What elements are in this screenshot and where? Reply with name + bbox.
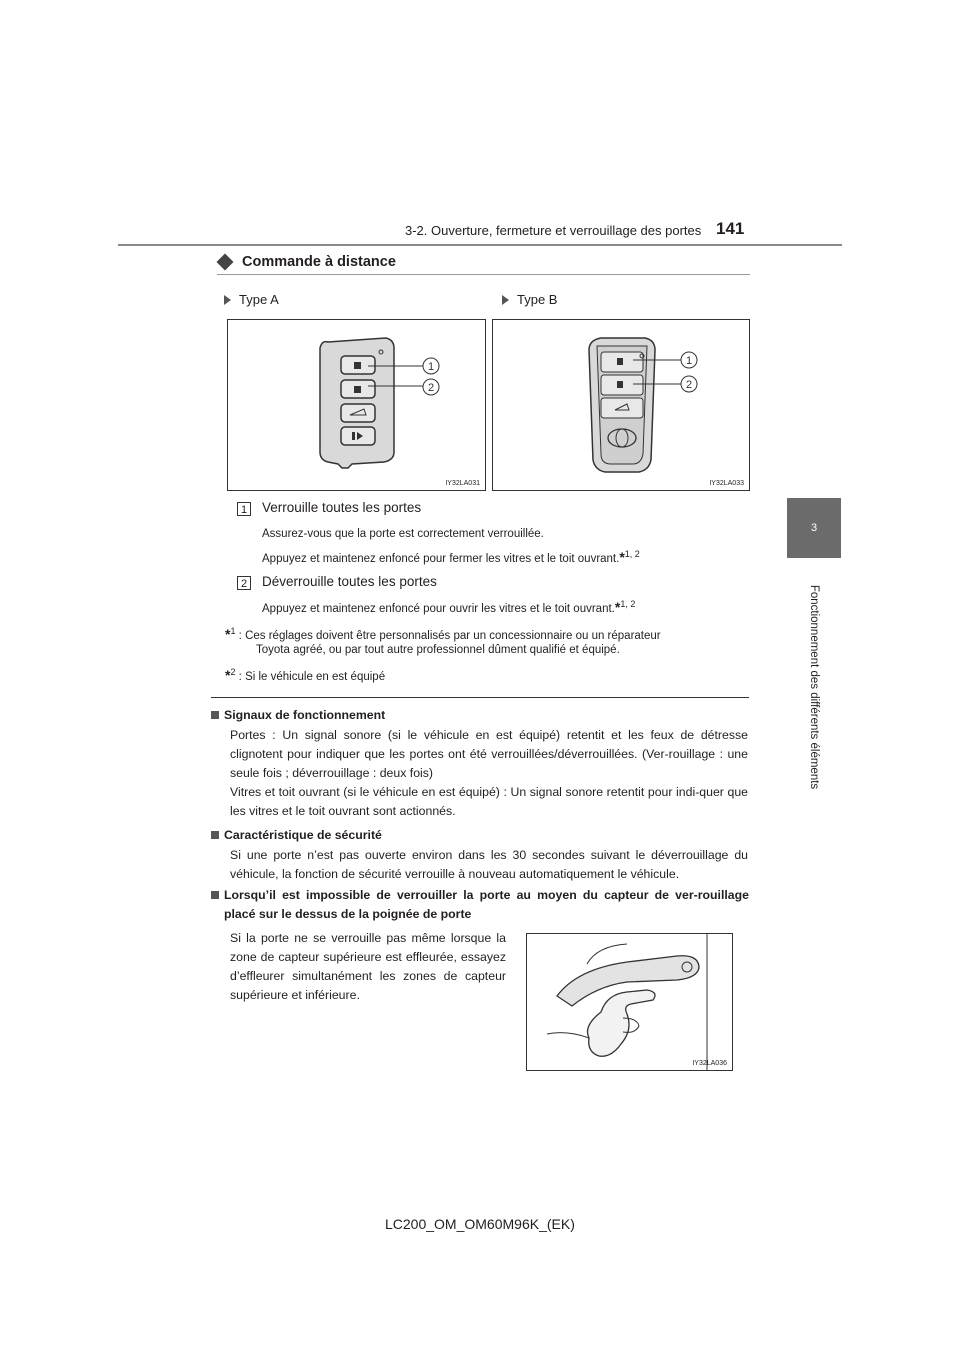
running-header: 3-2. Ouverture, fermeture et verrouillage des portes — [405, 223, 702, 238]
item-number-box: 2 — [237, 576, 251, 590]
type-a-text: Type A — [239, 292, 279, 307]
chapter-tab[interactable]: 3 — [787, 498, 841, 558]
type-a-label — [224, 292, 279, 307]
footnote-2: *$^2$ : Si le véhicule en est équipé — [225, 666, 386, 683]
callout-1: 1 — [427, 361, 435, 373]
footer-code: LC200_OM_OM60M96K_(EK) — [385, 1216, 575, 1232]
impossible-paragraph: Si la porte ne se verrouille pas même lorsque la zone de capteur supérieure est effleurée, essayez d’effleurer simultanément les zones de capteur supérieure et inférieure. — [230, 931, 506, 1002]
callout-2: 2 — [685, 379, 693, 391]
smart-key-a-icon — [228, 320, 485, 490]
triangle-bullet-icon — [502, 295, 509, 305]
callout-1: 1 — [685, 355, 693, 367]
key-type-b-illustration — [492, 319, 750, 491]
square-bullet-icon — [211, 891, 219, 899]
key-type-a-illustration — [227, 319, 486, 491]
footnote-1: *$^1$ : Ces réglages doivent être personnalisés par un concessionnaire ou un réparateur — [225, 625, 661, 642]
item-title: Déverrouille toutes les portes — [262, 574, 437, 589]
image-code: IY32LA031 — [445, 480, 480, 487]
chapter-title-vertical — [787, 560, 841, 815]
image-code: IY32LA036 — [692, 1060, 727, 1067]
signals-paragraph-2: Vitres et toit ouvrant (si le véhicule en est équipé) : Un signal sonore retentit pour indi-quer que les vitres et le toit ouvrant sont actionnés. — [230, 785, 748, 818]
security-heading: Caractéristique de sécurité — [211, 826, 382, 845]
square-bullet-icon — [211, 711, 219, 719]
door-handle-illustration — [526, 933, 733, 1071]
signals-paragraph-1: Portes : Un signal sonore (si le véhicule en est équipé) retentit et les feux de détresse clignotent pour indiquer que les portes ont été verrouillées/déverrouillées. (Ver-rouillage : une seule fois ; déverrouillage : deux fois) — [230, 728, 748, 780]
item-description: Assurez-vous que la porte est correctement verrouillée. — [262, 528, 544, 540]
item-description: Appuyez et maintenez enfoncé pour ouvrir les vitres et le toit ouvrant.*$^{1, 2}$ — [262, 599, 636, 615]
section-rule — [217, 274, 750, 275]
section-divider — [211, 697, 749, 698]
chapter-title: Fonctionnement des différents éléments — [808, 584, 820, 790]
triangle-bullet-icon — [224, 295, 231, 305]
page-number: 141 — [716, 219, 745, 238]
security-paragraph: Si une porte n’est pas ouverte environ dans les 30 secondes suivant le déverrouillage du véhicule, la fonction de sécurité verrouille à nouveau automatiquement le véhicule. — [230, 848, 748, 881]
impossible-heading: Lorsqu’il est impossible de verrouiller la porte au moyen du capteur de ver-rouillage placé sur le dessus de la poignée de porte — [211, 886, 749, 924]
square-bullet-icon — [211, 831, 219, 839]
header-rule — [118, 244, 842, 246]
item-description: Appuyez et maintenez enfoncé pour fermer les vitres et le toit ouvrant.*$^{1, 2}$ — [262, 549, 640, 565]
item-title: Verrouille toutes les portes — [262, 500, 422, 515]
diamond-bullet-icon — [217, 254, 234, 271]
door-handle-hand-icon — [527, 934, 732, 1070]
image-code: IY32LA033 — [709, 480, 744, 487]
type-b-label — [502, 292, 557, 307]
footnote-1-cont: Toyota agréé, ou par tout autre professionnel dûment qualifié et équipé. — [256, 644, 620, 656]
section-title-text: Commande à distance — [242, 254, 396, 270]
item-number-box: 1 — [237, 502, 251, 516]
smart-key-b-icon — [493, 320, 749, 490]
signals-heading: Signaux de fonctionnement — [211, 706, 385, 725]
type-b-text: Type B — [517, 292, 558, 307]
section-title — [217, 254, 396, 270]
callout-2: 2 — [427, 382, 435, 394]
